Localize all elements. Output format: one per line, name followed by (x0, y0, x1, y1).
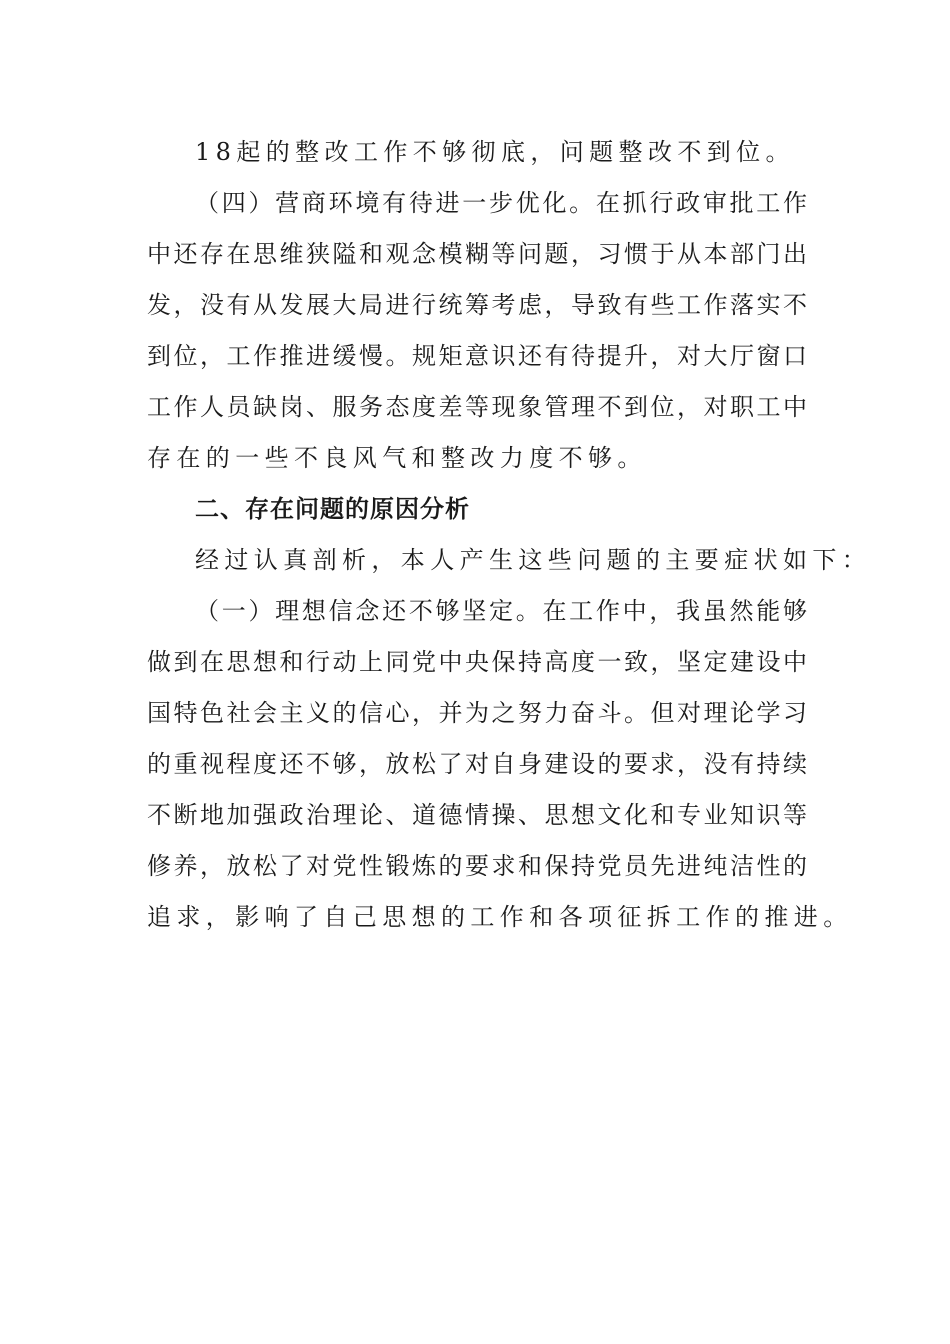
paragraph-line: （一）理想信念还不够坚定。在工作中，我虽然能够 (195, 597, 807, 625)
paragraph-line: 国特色社会主义的信心，并为之努力奋斗。但对理论学习 (147, 699, 807, 727)
paragraph-line: 工作人员缺岗、服务态度差等现象管理不到位，对职工中 (147, 393, 807, 421)
paragraph-line: 做到在思想和行动上同党中央保持高度一致，坚定建设中 (147, 648, 807, 676)
section-heading: 二、存在问题的原因分析 (195, 495, 470, 523)
paragraph-line: 的重视程度还不够，放松了对自身建设的要求，没有持续 (147, 750, 807, 778)
document-body (147, 127, 872, 943)
paragraph-line: 追求，影响了自己思想的工作和各项征拆工作的推进。 (147, 903, 853, 931)
paragraph-line: （四）营商环境有待进一步优化。在抓行政审批工作 (195, 189, 807, 217)
paragraph-line: 经过认真剖析，本人产生这些问题的主要症状如下： (195, 546, 872, 574)
paragraph-line: 修养，放松了对党性锻炼的要求和保持党员先进纯洁性的 (147, 852, 807, 880)
paragraph-line: 18起的整改工作不够彻底，问题整改不到位。 (195, 138, 795, 166)
paragraph-line: 存在的一些不良风气和整改力度不够。 (147, 444, 647, 472)
paragraph-line: 发，没有从发展大局进行统筹考虑，导致有些工作落实不 (147, 291, 807, 319)
paragraph-line: 到位，工作推进缓慢。规矩意识还有待提升，对大厅窗口 (147, 342, 807, 370)
paragraph-line: 不断地加强政治理论、道德情操、思想文化和专业知识等 (147, 801, 807, 829)
paragraph-line: 中还存在思维狭隘和观念模糊等问题，习惯于从本部门出 (147, 240, 807, 268)
